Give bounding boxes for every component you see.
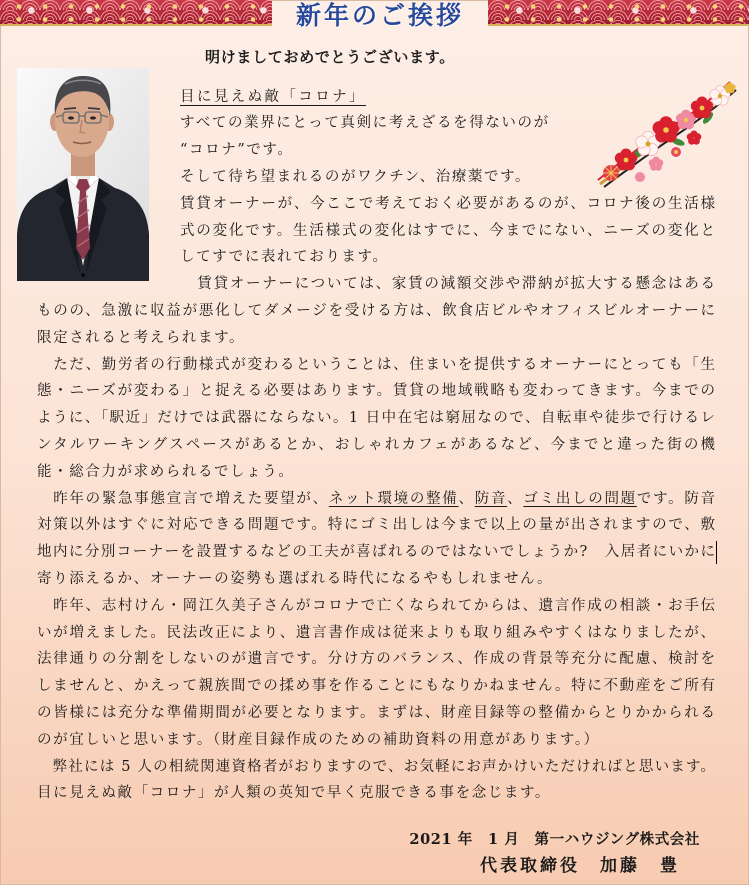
text-line <box>37 673 715 700</box>
text-line <box>37 754 715 781</box>
text-line <box>37 539 715 566</box>
letter-body <box>37 271 718 807</box>
section-heading-row <box>180 84 715 111</box>
text-segment: 式の変化です。生活様式の変化はすでに、今までにない、ニーズの変化と <box>180 222 717 239</box>
text-segment: の皆様には充分な準備期間が必要となります。まずは、財産目録等の整備からとりかかられる <box>37 704 717 721</box>
text-segment: 対策以外はすぐに対応できる問題です。特にゴミ出しは今まで以上の量が出されますので、敷 <box>37 517 717 534</box>
text-segment: いが増えました。民法改正により、遺言書作成は従来よりも取り組みやすくはなりましたが、 <box>37 624 717 641</box>
paragraph <box>180 191 715 271</box>
text-segment: ただ、勤労者の行動様式が変わるということは、住まいを提供するオーナーにとっても「生 <box>37 356 717 373</box>
text-line <box>180 164 715 191</box>
portrait-photo <box>17 68 149 281</box>
text-segment: 昨年、志村けん・岡江久美子さんがコロナで亡くなられてからは、遺言作成の相談・お手伝 <box>37 597 717 614</box>
text-line <box>37 646 715 673</box>
decorative-pattern-band-left <box>0 0 272 26</box>
text-line <box>37 512 715 539</box>
text-segment: しませんと、かえって親族間での揉め事を作ることにもなりかねません。特に不動産をご所有 <box>37 678 717 695</box>
text-segment: ものの、急激に収益が悪化してダメージを受ける方は、飲食店ビルやオフィスビルオーナーに <box>37 302 717 319</box>
text-segment: 法律通りの分割をしないのが遺言です。分け方のバランス、作成の背景等充分に配慮、検討を <box>37 651 717 668</box>
text-segment: 、 <box>458 490 475 507</box>
text-segment: のが宜しいと思います。（財産目録作成のための補助資料の用意があります。） <box>37 731 600 748</box>
text-line <box>37 405 715 432</box>
text-segment: 目に見えぬ敵「コロナ」が人類の英知で早く克服できる事を念じます。 <box>37 785 552 802</box>
text-segment: 賃貸オーナーについては、家賃の減額交渉や滞納が拡大する懸念はある <box>181 276 717 293</box>
portrait-image <box>17 68 149 281</box>
paragraph <box>37 754 715 808</box>
text-line <box>37 378 715 405</box>
underlined-keyword: ネット環境の整備 <box>328 490 459 507</box>
text-line <box>180 137 715 164</box>
decorative-pattern-band-right <box>488 0 749 26</box>
paragraph <box>37 593 715 754</box>
text-segment: 地内に分別コーナーを設置するなどの工夫が喜ばれるのではないでしょうか? 入居者にいかに <box>37 544 717 561</box>
date-and-company: 2021 年 1 月 第一ハウジング株式会社 <box>409 831 700 848</box>
text-line <box>37 780 715 807</box>
paragraph <box>37 271 715 351</box>
page-title: 新年のご挨拶 <box>295 1 464 30</box>
text-line <box>37 620 715 647</box>
text-segment: です。防音 <box>636 490 717 507</box>
text-segment: ように、「駅近」だけでは武器にならない。1 日中在宅は窮屈なので、自転車や徒歩で行けるレ <box>37 410 717 427</box>
paragraph <box>37 486 715 593</box>
paragraph <box>180 164 715 191</box>
text-segment: 昨年の緊急事態宣言で増えた要望が、 <box>37 490 329 507</box>
greeting-line: 明けましておめでとうございます。 <box>205 48 456 66</box>
text-line <box>37 700 715 727</box>
text-segment: 能・総合力が求められるでしょう。 <box>37 463 295 480</box>
text-segment: ンタルワーキングスペースがあるとか、おしゃれカフェがあるなど、今までと違った街の機 <box>37 436 718 453</box>
text-cursor <box>716 541 717 564</box>
intro-column <box>180 84 715 272</box>
text-segment: 弊社には 5 人の相続関連資格者がおりますので、お気軽にお声かけいただければと思います。 <box>37 758 717 775</box>
intro-paragraphs <box>180 110 715 271</box>
text-segment: 寄り添えるか、オーナーの姿勢も選ばれる時代になるやもしれません。 <box>37 570 554 587</box>
text-line <box>37 593 715 620</box>
paragraph <box>180 137 715 164</box>
underlined-keyword: 防音 <box>474 490 508 507</box>
underlined-keyword: ゴミ出しの問題 <box>523 490 637 507</box>
text-line <box>37 459 715 486</box>
text-line <box>181 271 715 298</box>
text-segment: 態・ニーズが変わる」と捉える必要はあります。賃貸の地域戦略も変わってきます。今までの <box>37 383 717 400</box>
section-heading: 目に見えぬ敵「コロナ」 <box>180 88 366 105</box>
text-segment: そして待ち望まれるのがワクチン、治療薬です。 <box>180 168 532 185</box>
text-segment: 、 <box>507 490 524 507</box>
paragraph <box>37 352 718 486</box>
text-segment: してすでに表れております。 <box>180 249 389 266</box>
text-line <box>180 191 715 218</box>
text-line <box>37 352 715 379</box>
text-line <box>37 432 718 459</box>
text-segment: 限定されると考えられます。 <box>37 329 246 346</box>
text-segment: 賃貸オーナーが、今ここで考えておく必要があるのが、コロナ後の生活様 <box>180 195 717 212</box>
text-line <box>180 218 715 245</box>
text-line <box>180 244 715 271</box>
text-line <box>180 110 715 137</box>
text-line <box>37 727 715 754</box>
paragraph <box>180 110 715 137</box>
text-segment: すべての業界にとって真剣に考えざるを得ないのが <box>180 115 550 132</box>
text-segment: “コロナ”です。 <box>180 142 294 159</box>
text-line <box>37 486 715 513</box>
text-line <box>37 566 715 593</box>
representative-signature: 代表取締役 加藤 豊 <box>480 856 680 876</box>
text-line <box>37 325 715 352</box>
text-line <box>37 298 715 325</box>
